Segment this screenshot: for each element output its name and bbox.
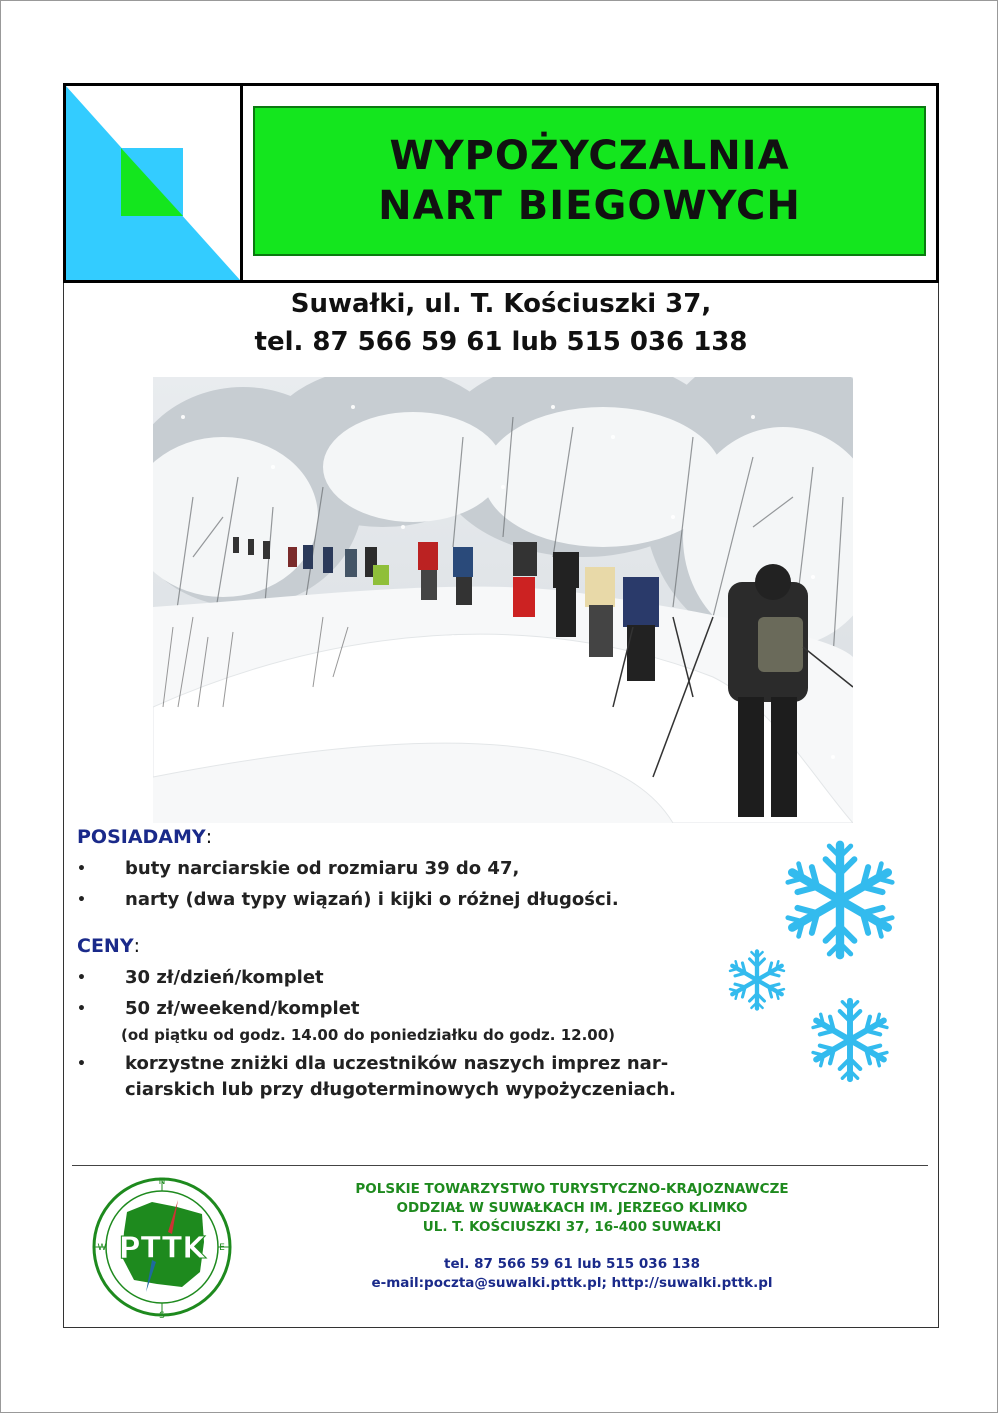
list-item [77, 996, 737, 1046]
list-item: • korzystne zniżki dla uczestników naszych imprez nar-ciarskich lub przy długoterminowych wypożyczeniach. [77, 1051, 737, 1103]
svg-text:E: E [219, 1243, 225, 1253]
list-item: • 30 zł/dzień/komplet [77, 965, 737, 991]
footer-divider [72, 1165, 928, 1166]
pttk-logo-text: PTTK [118, 1231, 206, 1266]
footer-phone: tel. 87 566 59 61 lub 515 036 138 [444, 1256, 700, 1272]
svg-text:N: N [158, 1177, 166, 1187]
list-item: • buty narciarskie od rozmiaru 39 do 47, [77, 856, 619, 882]
org-address: UL. T. KOŚCIUSZKI 37, 16-400 SUWAŁKI [422, 1219, 722, 1235]
footer-contact: e-mail:poczta@suwalki.pttk.pl; http://suwalki.pttk.pl [371, 1275, 773, 1291]
org-name: POLSKIE TOWARZYSTWO TURYSTYCZNO-KRAJOZNAWCZE [355, 1181, 789, 1197]
title-line-2: NART BIEGOWYCH [378, 183, 801, 229]
prices-heading-text: CENY [77, 935, 134, 957]
title-line-1: WYPOŻYCZALNIA [389, 133, 790, 179]
address-line: Suwałki, ul. T. Kościuszki 37, [290, 289, 712, 319]
list-item: • narty (dwa typy wiązań) i kijki o różnej długości. [77, 887, 619, 913]
weekend-price: 50 zł/weekend/komplet [125, 998, 360, 1019]
svg-text:S: S [159, 1311, 165, 1321]
prices-list [77, 965, 737, 1108]
equipment-heading-text: POSIADAMY [77, 826, 206, 848]
org-branch: ODDZIAŁ W SUWAŁKACH IM. JERZEGO KLIMKO [396, 1200, 748, 1216]
prices-heading: CENY: [77, 935, 140, 957]
phone-line: tel. 87 566 59 61 lub 515 036 138 [254, 327, 748, 357]
snowflake-icon [729, 951, 786, 1008]
snowflake-icon [811, 1001, 889, 1079]
svg-text:W: W [97, 1243, 107, 1253]
corner-logo [66, 86, 240, 280]
address-block [63, 285, 939, 361]
equipment-list [77, 856, 619, 918]
weekend-note: (od piątku od godz. 14.00 do poniedziałku do godz. 12.00) [121, 1026, 616, 1044]
logo-divider [240, 86, 243, 280]
footer-text [262, 1180, 882, 1293]
snowflake-icons [720, 835, 920, 1085]
skiers-photo [153, 377, 853, 823]
snowflake-icon [785, 845, 895, 955]
equipment-heading: POSIADAMY: [77, 826, 213, 848]
title-box [253, 106, 926, 256]
pttk-logo [82, 1172, 242, 1322]
